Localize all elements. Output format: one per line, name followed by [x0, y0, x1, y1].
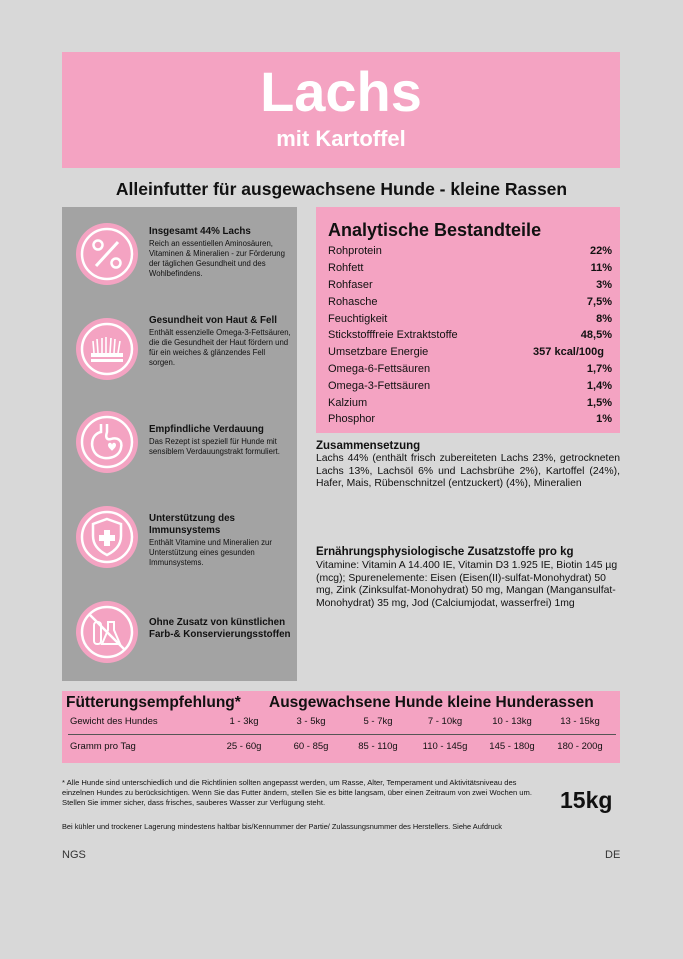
product-flavor: mit Kartoffel: [276, 126, 406, 151]
feature-description: Reich an essentiellen Aminosäuren, Vitaminen & Mineralien - zur Förderung der täglichen Gesundheit und des Wohlbefindens.: [149, 239, 285, 278]
feature-title: Empfindliche Verdauung: [149, 424, 264, 435]
analysis-box: [316, 207, 620, 433]
code-right: DE: [605, 849, 621, 861]
feature-description: Das Rezept ist speziell für Hunde mit sensiblem Verdauungstrakt formuliert.: [149, 437, 280, 456]
footnote: * Alle Hunde sind unterschiedlich und die Richtlinien sollten angepasst werden, um Rasse, Alter, Temperament und Aktivitätsniveau des einzelnen Hundes zu berücksichtigen. Wenn Sie das Futter ändern, stellen Sie es bitte langsam, über einen Zeitraum von zwei Wochen um. Stellen Sie immer sicher, dass frisches, sauberes Wasser zur Verfügung steht.: [62, 778, 532, 807]
analysis-row: Rohfett 11%: [328, 262, 612, 274]
feature-title: Gesundheit von Haut & Fell: [149, 315, 277, 326]
additives-text: Vitamine: Vitamin A 14.400 IE, Vitamin D3 1.925 IE, Biotin 145 µg (mcg); Spurenelemente: Eisen (Eisen(II)-sulfat-Monohydrat) 50 mg, Zink (Zinksulfat-Monohydrat) 50 mg, Mangan (Mangansulfat-Monohydrat) 35 mg, Jod (Calciumjodat, wasserfrei) 1mg: [316, 560, 618, 609]
analysis-row: Stickstofffreie Extraktstoffe 48,5%: [328, 329, 612, 341]
weight-label: Gewicht des Hundes: [70, 716, 158, 727]
product-subtitle: Alleinfutter für ausgewachsene Hunde - kleine Rassen: [115, 179, 568, 199]
table-divider: [68, 734, 616, 735]
feeding-table: Fütterungsempfehlung* Ausgewachsene Hunde kleine Hunderassen Gewicht des Hundes 1 - 3kg 3 - 5kg 5 - 7kg 7 - 10kg 10 - 13kg 13 - 15kg Gramm pro Tag 25 - 60g 60 - 85g 85 - 110g 110 - 145g 145 - 180g 180 - 200g: [62, 691, 620, 763]
amount-label: Gramm pro Tag: [70, 741, 136, 752]
hero-banner: [62, 52, 620, 168]
analysis-row: Kalzium 1,5%: [328, 397, 612, 409]
code-left: NGS: [62, 849, 86, 861]
feature-description: Enthält Vitamine und Mineralien zur Unterstützung eines gesunden Immunsystems.: [149, 538, 272, 567]
analysis-row: Omega-3-Fettsäuren 1,4%: [328, 380, 612, 392]
feature-title: Ohne Zusatz von künstlichen Farb-& Konservierungsstoffen: [149, 617, 291, 640]
analysis-row: Feuchtigkeit 8%: [328, 313, 612, 325]
analysis-row: Phosphor 1%: [328, 413, 612, 425]
skin-coat-icon: [75, 317, 139, 381]
analysis-row: Omega-6-Fettsäuren 1,7%: [328, 363, 612, 375]
composition-text: Lachs 44% (enthält frisch zubereiteten Lachs 23%, getrockneten Lachs 13%, Lachsöl 6% und Lachsbrühe 2%), Kartoffel (24%), Hafer, Mais, Rübenschnitzel (entzuckert) (4%), Mineralien: [316, 453, 620, 489]
package-weight: 15kg: [560, 787, 613, 813]
shield-icon: [75, 505, 139, 569]
analysis-title: Analytische Bestandteile: [328, 220, 542, 240]
storage-note: Bei kühler und trockener Lagerung mindestens haltbar bis/Kennummer der Partie/ Zulassungsnummer des Herstellers. Siehe Aufdruck: [62, 822, 502, 831]
feature-title: Unterstützung des Immunsystems: [149, 513, 235, 536]
features-panel: [62, 207, 297, 681]
feature-title: Insgesamt 44% Lachs: [149, 226, 251, 237]
no-chemicals-icon: [75, 600, 139, 664]
analysis-row: Umsetzbare Energie 357 kcal/100g: [328, 346, 604, 358]
analysis-row: Rohprotein 22%: [328, 245, 612, 257]
product-title: Lachs: [260, 60, 422, 123]
feeding-subtitle: Ausgewachsene Hunde kleine Hunderassen: [269, 694, 594, 711]
feature-description: Enthält essenzielle Omega-3-Fettsäuren, die die Gesundheit der Haut fördern und für ein weiches & glänzendes Fell sorgen.: [149, 328, 291, 367]
percent-icon: [75, 222, 139, 286]
additives-title: Ernährungsphysiologische Zusatzstoffe pro kg: [316, 546, 574, 558]
analysis-row: Rohasche 7,5%: [328, 296, 612, 308]
analysis-row: Rohfaser 3%: [328, 279, 612, 291]
stomach-icon: [75, 410, 139, 474]
composition-title: Zusammensetzung: [316, 440, 421, 452]
feeding-title: Fütterungsempfehlung*: [66, 694, 241, 711]
